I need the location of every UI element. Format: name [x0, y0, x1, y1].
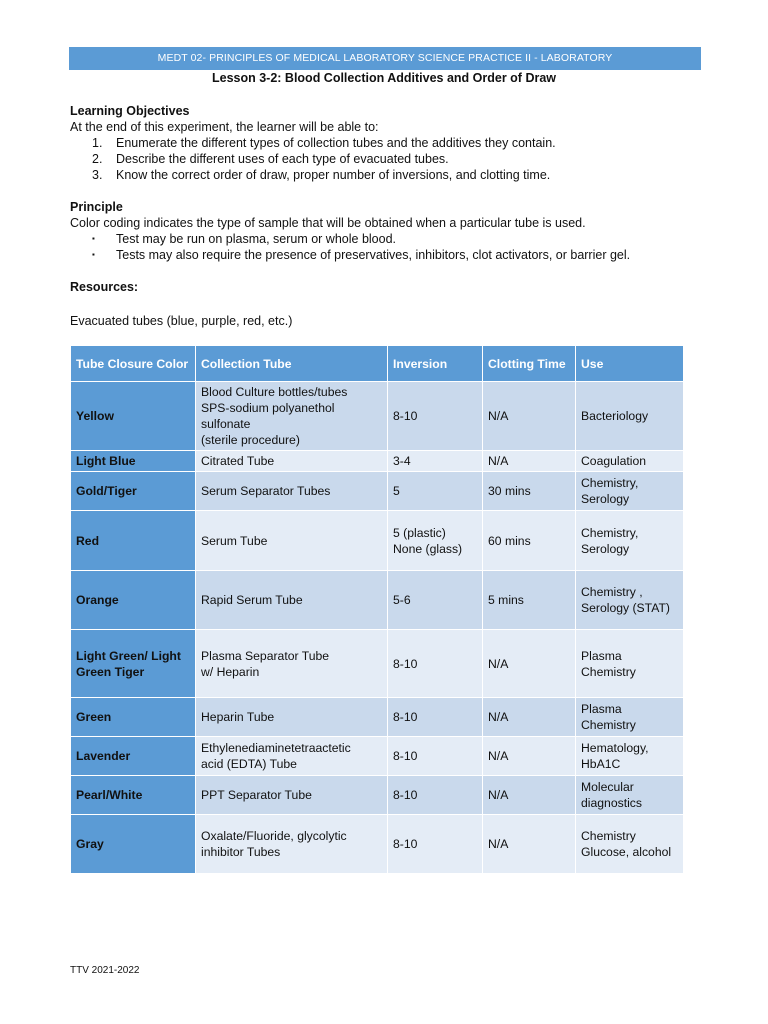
cell-collection-tube-line: Ethylenediaminetetraactetic — [201, 741, 351, 755]
cell-use-line: Bacteriology — [581, 409, 649, 423]
cell-collection-tube — [196, 451, 387, 471]
cell-clotting-time: N/A — [483, 776, 575, 814]
cell-tube-color: Orange — [71, 571, 195, 629]
cell-collection-tube — [196, 815, 387, 873]
cell-inversion — [388, 472, 482, 510]
cell-inversion — [388, 571, 482, 629]
cell-inversion-line: 8-10 — [393, 710, 418, 724]
objective-text: Enumerate the different types of collection tubes and the additives they contain. — [116, 136, 556, 150]
cell-collection-tube-line: inhibitor Tubes — [201, 845, 281, 859]
cell-inversion — [388, 737, 482, 775]
table-row — [71, 815, 683, 873]
table-row — [71, 511, 683, 570]
table-header-row — [71, 346, 683, 381]
objective-number: 3. — [92, 168, 103, 182]
cell-collection-tube-line: w/ Heparin — [201, 664, 260, 679]
principle-text: Tests may also require the presence of preservatives, inhibitors, clot activators, or barrier gel. — [116, 248, 631, 262]
cell-use — [576, 776, 683, 814]
bullet-icon: ▪ — [92, 250, 95, 259]
objective-item — [92, 167, 556, 183]
cell-tube-color: Lavender — [71, 737, 195, 775]
cell-clotting-time: N/A — [483, 451, 575, 471]
cell-clotting-time: N/A — [483, 737, 575, 775]
table-row — [71, 737, 683, 775]
cell-clotting-time: N/A — [483, 815, 575, 873]
cell-collection-tube-line: SPS-sodium polyanethol — [201, 401, 335, 415]
cell-tube-color: Yellow — [71, 382, 195, 450]
principle-intro: Color coding indicates the type of sample that will be obtained when a particular tube is used. — [70, 216, 586, 230]
cell-inversion-line: 5 — [393, 484, 400, 498]
cell-collection-tube-line: Plasma Separator Tube — [201, 648, 330, 663]
cell-inversion — [388, 630, 482, 697]
cell-inversion — [388, 382, 482, 450]
cell-inversion-line: 8-10 — [393, 749, 418, 763]
objectives-intro: At the end of this experiment, the learner will be able to: — [70, 120, 379, 134]
cell-use-line: Chemistry — [581, 829, 636, 843]
principle-list — [92, 231, 630, 263]
cell-collection-tube-line: acid (EDTA) Tube — [201, 757, 297, 771]
principle-item — [92, 231, 630, 247]
cell-clotting-time: N/A — [483, 382, 575, 450]
cell-clotting-time: 30 mins — [483, 472, 575, 510]
table-row — [71, 776, 683, 814]
cell-clotting-time: 5 mins — [483, 571, 575, 629]
cell-inversion-line: 5-6 — [393, 593, 411, 607]
cell-collection-tube-line: Serum Separator Tubes — [201, 484, 331, 498]
cell-use-line: Serology — [581, 492, 630, 506]
cell-tube-color: Pearl/White — [71, 776, 195, 814]
footer-text: TTV 2021-2022 — [70, 965, 140, 976]
cell-use — [576, 382, 683, 450]
principle-text: Test may be run on plasma, serum or whole blood. — [116, 232, 396, 246]
objective-number: 2. — [92, 152, 103, 166]
cell-use-line: Hematology, — [581, 741, 649, 755]
header-inversion: Inversion — [388, 346, 482, 381]
cell-collection-tube-line: PPT Separator Tube — [201, 788, 312, 802]
cell-use-line: Coagulation — [581, 454, 647, 468]
objective-number: 1. — [92, 136, 103, 150]
cell-tube-color: Gray — [71, 815, 195, 873]
tube-table — [70, 345, 684, 874]
cell-use-line: Plasma — [581, 648, 622, 663]
bullet-icon: ▪ — [92, 234, 95, 243]
cell-clotting-time: N/A — [483, 698, 575, 736]
cell-collection-tube-line: Serum Tube — [201, 533, 268, 548]
objective-text: Describe the different uses of each type of evacuated tubes. — [116, 152, 449, 166]
cell-use-line: Chemistry , — [581, 585, 643, 599]
lesson-title: Lesson 3-2: Blood Collection Additives and Order of Draw — [211, 71, 557, 85]
objective-text: Know the correct order of draw, proper number of inversions, and clotting time. — [116, 168, 551, 182]
cell-use — [576, 511, 683, 570]
cell-inversion-line: 8-10 — [393, 656, 418, 671]
cell-inversion-line: 5 (plastic) — [393, 525, 446, 540]
cell-collection-tube-line: Heparin Tube — [201, 710, 275, 724]
cell-collection-tube — [196, 698, 387, 736]
cell-tube-color: Gold/Tiger — [71, 472, 195, 510]
cell-use-line: Chemistry — [581, 664, 636, 679]
cell-collection-tube-line: Citrated Tube — [201, 454, 275, 468]
cell-collection-tube — [196, 571, 387, 629]
table-row — [71, 571, 683, 629]
cell-tube-color: Green — [71, 698, 195, 736]
cell-collection-tube-line: (sterile procedure) — [201, 433, 300, 447]
cell-inversion-line: 3-4 — [393, 454, 411, 468]
cell-collection-tube-line: sulfonate — [201, 417, 251, 431]
table-row — [71, 382, 683, 450]
objectives-list — [92, 135, 556, 183]
cell-use — [576, 737, 683, 775]
cell-use-line: diagnostics — [581, 796, 642, 810]
cell-use-line: Serology (STAT) — [581, 601, 670, 615]
cell-inversion-line: 8-10 — [393, 837, 418, 851]
cell-clotting-time: N/A — [483, 630, 575, 697]
cell-inversion — [388, 776, 482, 814]
table-row — [71, 630, 683, 697]
cell-use-line: Chemistry, — [581, 476, 639, 490]
cell-use — [576, 571, 683, 629]
objective-item — [92, 151, 556, 167]
cell-collection-tube-line: Oxalate/Fluoride, glycolytic — [201, 829, 347, 843]
cell-tube-color: Light Green/ Light Green Tiger — [71, 630, 195, 697]
cell-use-line: Serology — [581, 541, 630, 556]
cell-collection-tube — [196, 511, 387, 570]
cell-inversion — [388, 698, 482, 736]
principle-heading: Principle — [70, 200, 123, 214]
cell-collection-tube-line: Rapid Serum Tube — [201, 593, 303, 607]
objectives-heading: Learning Objectives — [70, 104, 190, 118]
cell-inversion — [388, 815, 482, 873]
header-clotting-time: Clotting Time — [483, 346, 575, 381]
cell-tube-color: Light Blue — [71, 451, 195, 471]
course-banner: MEDT 02- PRINCIPLES OF MEDICAL LABORATORY SCIENCE PRACTICE II - LABORATORY — [69, 47, 701, 70]
cell-inversion-line: 8-10 — [393, 788, 418, 802]
cell-clotting-time: 60 mins — [483, 511, 575, 570]
cell-use — [576, 630, 683, 697]
table-row — [71, 451, 683, 471]
cell-use — [576, 698, 683, 736]
header-use: Use — [576, 346, 683, 381]
objective-item — [92, 135, 556, 151]
cell-inversion — [388, 451, 482, 471]
table-body — [71, 382, 683, 873]
principle-item — [92, 247, 630, 263]
cell-use-line: Plasma — [581, 702, 622, 716]
cell-collection-tube — [196, 776, 387, 814]
cell-use — [576, 815, 683, 873]
cell-use-line: HbA1C — [581, 757, 621, 771]
cell-collection-tube — [196, 472, 387, 510]
cell-use-line: Chemistry — [581, 718, 636, 732]
cell-use-line: Chemistry, — [581, 525, 639, 540]
resources-text: Evacuated tubes (blue, purple, red, etc.) — [70, 314, 293, 328]
cell-tube-color: Red — [71, 511, 195, 570]
resources-heading: Resources: — [70, 280, 139, 294]
cell-collection-tube-line: Blood Culture bottles/tubes — [201, 385, 348, 399]
cell-use-line: Molecular — [581, 780, 634, 794]
cell-collection-tube — [196, 737, 387, 775]
cell-collection-tube — [196, 382, 387, 450]
header-tube-closure-color: Tube Closure Color — [71, 346, 195, 381]
cell-use-line: Glucose, alcohol — [581, 845, 672, 859]
header-collection-tube: Collection Tube — [196, 346, 387, 381]
cell-inversion-line: 8-10 — [393, 409, 418, 423]
cell-use — [576, 451, 683, 471]
table-row — [71, 698, 683, 736]
table-row — [71, 472, 683, 510]
cell-use — [576, 472, 683, 510]
cell-collection-tube — [196, 630, 387, 697]
cell-inversion — [388, 511, 482, 570]
cell-inversion-line: None (glass) — [393, 541, 463, 556]
